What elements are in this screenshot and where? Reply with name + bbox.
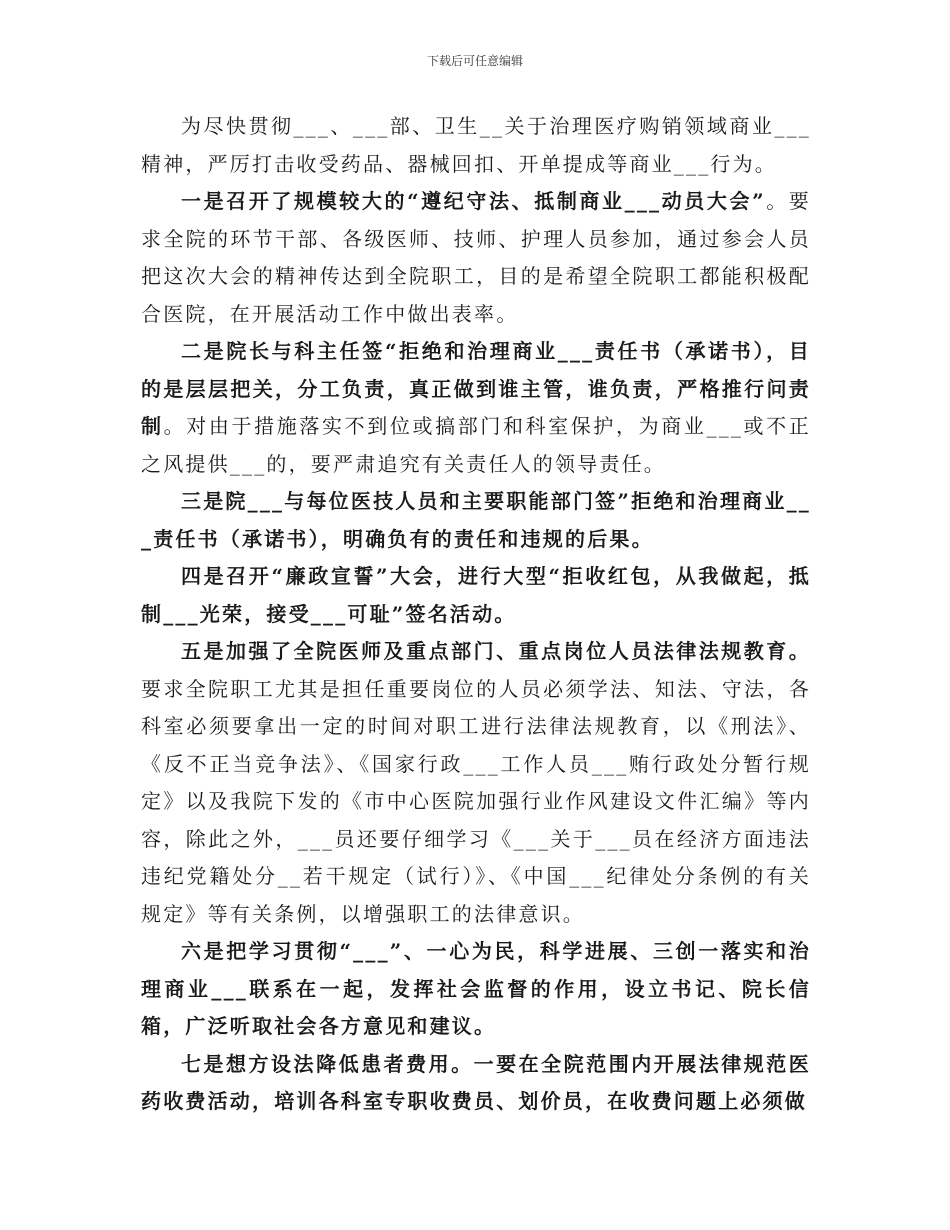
paragraph-item-5 — [141, 633, 811, 933]
paragraph-item-7 — [141, 1046, 811, 1121]
paragraph-item-4 — [141, 558, 811, 633]
paragraph-heading: 六是把学习贯彻“___”、一心为民，科学进展、三创一落实和治理商业___联系在一起，发挥社会监督的作用，设立书记、院长信箱，广泛听取社会各方意见和建议。 — [141, 939, 811, 1038]
paragraph-item-1 — [141, 183, 811, 333]
paragraph-heading: 七是想方设法降低患者费用。一要在全院范围内开展法律规范医药收费活动，培训各科室专职收费员、划价员，在收费问题上必须做 — [141, 1051, 811, 1113]
paragraph-text: 为尽快贯彻___、___部、卫生__关于治理医疗购销领域商业___精神，严厉打击收受药品、器械回扣、开单提成等商业___行为。 — [141, 114, 811, 176]
paragraph-heading: 一是召开了规模较大的“遵纪守法、抵制商业___动员大会” — [181, 189, 766, 213]
paragraph-heading: 五是加强了全院医师及重点部门、重点岗位人员法律法规教育。 — [181, 639, 811, 663]
paragraph-text: 要求全院职工尤其是担任重要岗位的人员必须学法、知法、守法，各科室必须要拿出一定的时间对职工进行法律法规教育，以《刑法》、《反不正当竞争法》、《国家行政___工作人员___贿行政处分暂行规定》以及我院下发的《市中心医院加强行业作风建设文件汇编》等内容，除此之外，___员还要仔细学习《___关于___员在经济方面违法违纪党籍处分__若干规定（试行）》、《中国___纪律处分条例的有关规定》等有关条例，以增强职工的法律意识。 — [141, 676, 811, 926]
paragraph-heading: 三是院___与每位医技人员和主要职能部门签”拒绝和治理商业___责任书（承诺书），明确负有的责任和违规的后果。 — [141, 489, 811, 551]
paragraph-item-2 — [141, 333, 811, 483]
paragraph-intro — [141, 108, 811, 183]
paragraph-text: 。要求全院的环节干部、各级医师、技师、护理人员参加，通过参会人员把这次大会的精神传达到全院职工，目的是希望全院职工都能积极配合医院，在开展活动工作中做出表率。 — [141, 189, 811, 326]
paragraph-heading: 四是召开“廉政宣誓”大会，进行大型“拒收红包，从我做起，抵制___光荣，接受___可耻”签名活动。 — [141, 564, 811, 626]
paragraph-heading: 二是院长与科主任签“拒绝和治理商业___责任书（承诺书），目的是层层把关，分工负责，真正做到谁主管，谁负责，严格推行问责制 — [141, 339, 811, 438]
document-body — [141, 108, 811, 1121]
page-header: 下载后可任意编辑 — [426, 54, 523, 68]
paragraph-item-6 — [141, 933, 811, 1046]
paragraph-text: 。对由于措施落实不到位或搞部门和科室保护，为商业___或不正之风提供___的，要严肃追究有关责任人的领导责任。 — [141, 414, 812, 476]
paragraph-item-3 — [141, 483, 811, 558]
